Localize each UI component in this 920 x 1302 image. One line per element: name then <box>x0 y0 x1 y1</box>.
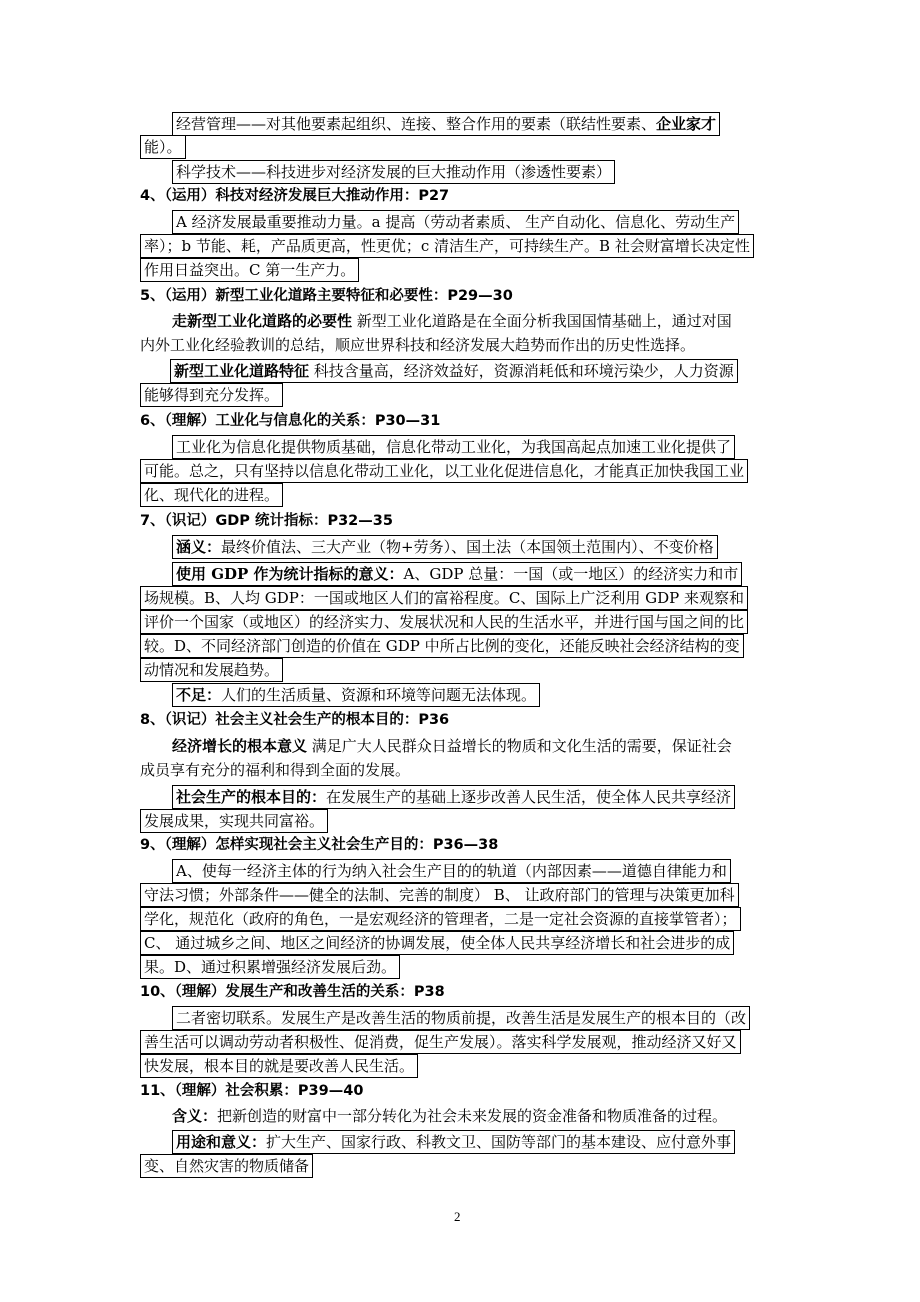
section-heading: 10、（理解）发展生产和改善生活的关系：P38 <box>140 984 445 1000</box>
text-line: 不足：人们的生活质量、资源和环境等问题无法体现。 <box>172 683 540 707</box>
text-line: 科学技术——科技进步对经济发展的巨大推动作用（渗透性要素） <box>172 160 615 184</box>
text-line: 较。D、不同经济部门创造的价值在 GDP 中所占比例的变化，还能反映社会经济结构的变 <box>140 634 744 658</box>
text-line: 守法习惯；外部条件——健全的法制、完善的制度） B、 让政府部门的管理与决策更加科 <box>140 883 739 907</box>
text-line: 使用 GDP 作为统计指标的意义：A、GDP 总量：一国（或一地区）的经济实力和市 <box>172 562 742 586</box>
text-line: 化、现代化的进程。 <box>140 483 283 507</box>
text-line: 用途和意义：扩大生产、国家行政、科教文卫、国防等部门的基本建设、应付意外事 <box>172 1130 735 1154</box>
text-line: 走新型工业化道路的必要性 新型工业化道路是在全面分析我国国情基础上，通过对国 <box>172 312 732 330</box>
text-line: 涵义：最终价值法、三大产业（物+劳务）、国土法（本国领土范围内）、不变价格 <box>172 535 718 559</box>
text-line: 工业化为信息化提供物质基础，信息化带动工业化，为我国高起点加速工业化提供了 <box>172 435 735 459</box>
text-line: 新型工业化道路特征 科技含量高，经济效益好，资源消耗低和环境污染少，人力资源 <box>170 359 738 383</box>
text-line: 场规模。B、人均 GDP：一国或地区人们的富裕程度。C、国际上广泛利用 GDP 来观察和 <box>140 586 748 610</box>
section-heading: 9、（理解）怎样实现社会主义社会生产目的：P36—38 <box>140 837 499 853</box>
text-line: 含义：把新创造的财富中一部分转化为社会未来发展的资金准备和物质准备的过程。 <box>172 1107 728 1125</box>
text-line: 动情况和发展趋势。 <box>140 658 283 682</box>
text-line: 评价一个国家（或地区）的经济实力、发展状况和人民的生活水平，并进行国与国之间的比 <box>140 610 748 634</box>
text-line: 经济增长的根本意义 满足广大人民群众日益增长的物质和文化生活的需要，保证社会 <box>172 737 732 755</box>
text-line: 二者密切联系。发展生产是改善生活的物质前提，改善生活是发展生产的根本目的（改 <box>172 1006 750 1030</box>
section-heading: 6、（理解）工业化与信息化的关系：P30—31 <box>140 413 441 429</box>
text-line: 经营管理——对其他要素起组织、连接、整合作用的要素（联结性要素、企业家才 <box>172 112 720 136</box>
text-line: 作用日益突出。C 第一生产力。 <box>140 258 359 282</box>
text-line: C、 通过城乡之间、地区之间经济的协调发展，使全体人民共享经济增长和社会进步的成 <box>140 931 734 955</box>
text-line: A 经济发展最重要推动力量。a 提高（劳动者素质、 生产自动化、信息化、劳动生产 <box>172 210 739 234</box>
text-line: 快发展，根本目的就是要改善人民生活。 <box>140 1054 418 1078</box>
text-line: 可能。总之，只有坚持以信息化带动工业化，以工业化促进信息化，才能真正加快我国工业 <box>140 459 748 483</box>
text-line: 发展成果，实现共同富裕。 <box>140 809 328 833</box>
text-line: A、使每一经济主体的行为纳入社会生产目的的轨道（内部因素——道德自律能力和 <box>172 859 731 883</box>
text-line: 果。D、通过积累增强经济发展后劲。 <box>140 955 400 979</box>
section-heading: 5、（运用）新型工业化道路主要特征和必要性：P29—30 <box>140 288 513 304</box>
text-line: 社会生产的根本目的：在发展生产的基础上逐步改善人民生活，使全体人民共享经济 <box>172 785 735 809</box>
page-number: 2 <box>454 1209 461 1224</box>
section-heading: 4、（运用）科技对经济发展巨大推动作用：P27 <box>140 188 450 204</box>
text-line: 能）。 <box>140 135 186 159</box>
text-line: 内外工业化经验教训的总结，顺应世界科技和经济发展大趋势而作出的历史性选择。 <box>140 336 696 354</box>
text-line: 学化，规范化（政府的角色，一是宏观经济的管理者，二是一定社会资源的直接掌管者）； <box>140 907 741 931</box>
section-heading: 8、（识记）社会主义社会生产的根本目的：P36 <box>140 712 450 728</box>
text-line: 能够得到充分发挥。 <box>140 383 283 407</box>
text-line: 善生活可以调动劳动者积极性、促消费，促生产发展）。落实科学发展观，推动经济又好又 <box>140 1030 741 1054</box>
text-line: 变、自然灾害的物质储备 <box>140 1154 313 1178</box>
section-heading: 11、（理解）社会积累：P39—40 <box>140 1083 364 1099</box>
section-heading: 7、（识记）GDP 统计指标：P32—35 <box>140 513 393 529</box>
text-line: 成员享有充分的福利和得到全面的发展。 <box>140 761 411 779</box>
text-line: 率）；b 节能、耗，产品质更高，性更优；c 清洁生产，可持续生产。B 社会财富增长决定性 <box>140 234 754 258</box>
